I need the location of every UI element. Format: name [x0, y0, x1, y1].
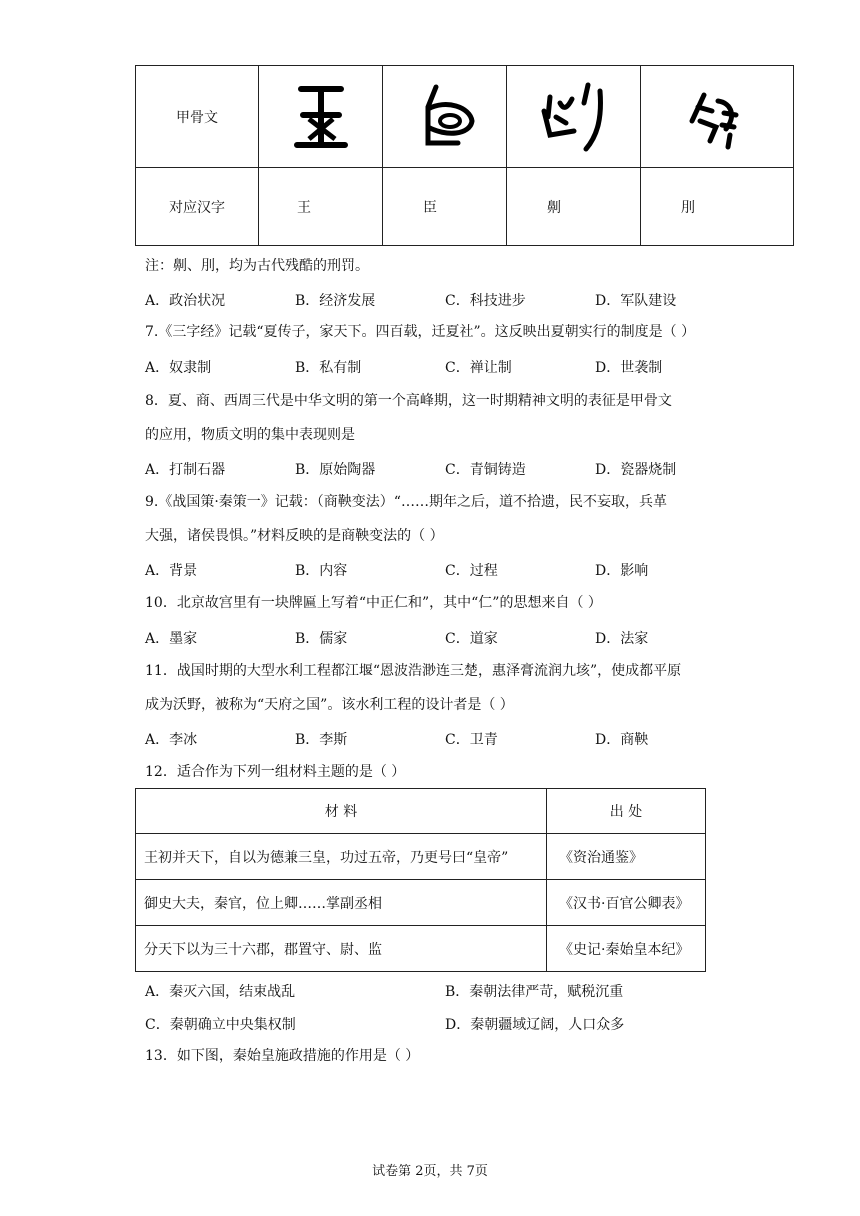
oracle-glyph-cell-2: [383, 66, 507, 168]
source-origin-text: 《史记·秦始皇本纪》: [559, 941, 690, 958]
oracle-row-label: [136, 66, 259, 168]
source-material-text: 王初并天下，自以为德兼三皇，功过五帝，乃更号曰“皇帝”: [144, 849, 509, 866]
table-row: [136, 926, 706, 972]
q12-option-b[interactable]: B．秦朝法律严苛，赋税沉重: [445, 984, 624, 1000]
oracle-glyph-cell-1: [259, 66, 383, 168]
q9-option-a[interactable]: A．背景: [145, 563, 198, 579]
char-row-label-text: 对应汉字: [169, 199, 225, 216]
q12-option-c[interactable]: C．秦朝确立中央集权制: [145, 1017, 296, 1033]
q12-text: 12．适合作为下列一组材料主题的是（ ）: [145, 764, 406, 780]
source-header-origin: [547, 789, 706, 834]
q12-option-a[interactable]: A．秦灭六国，结束战乱: [145, 984, 296, 1000]
q10-option-a[interactable]: A．墨家: [145, 631, 198, 647]
oracle-bone-table: [135, 65, 794, 246]
q13-text: 13．如下图，秦始皇施政措施的作用是（ ）: [145, 1048, 420, 1064]
page-footer: 试卷第 2页，共 7页: [372, 1164, 488, 1179]
q10-option-d[interactable]: D．法家: [595, 631, 649, 647]
source-header-material-text: 材 料: [324, 804, 358, 820]
q7-option-c[interactable]: C．禅让制: [445, 360, 512, 376]
q7-option-a[interactable]: A．奴隶制: [145, 360, 212, 376]
q11-option-b[interactable]: B．李斯: [295, 732, 348, 748]
char-text-1: 王: [297, 199, 311, 216]
source-material-cell: [136, 834, 547, 880]
table-row: [136, 880, 706, 926]
oracle-yi-glyph: [534, 77, 614, 157]
q6-option-b[interactable]: B．经济发展: [295, 293, 376, 309]
q8-line-1: 8．夏、商、西周三代是中华文明的第一个高峰期，这一时期精神文明的表征是甲骨文: [145, 393, 672, 409]
q11-line-2: 成为沃野，被称为“天府之国”。该水利工程的设计者是（ ）: [145, 697, 514, 713]
note-text: 注：劓、刖，均为古代残酷的刑罚。: [145, 258, 369, 274]
q8-line-2: 的应用，物质文明的集中表现则是: [145, 427, 355, 443]
q7-option-d[interactable]: D．世袭制: [595, 360, 663, 376]
q8-option-b[interactable]: B．原始陶器: [295, 462, 376, 478]
char-text-4: 刖: [681, 199, 695, 216]
source-origin-cell: [547, 834, 706, 880]
q7-text: 7.《三字经》记载“夏传子，家天下。四百载，迁夏社”。这反映出夏朝实行的制度是（ ）: [145, 324, 696, 340]
q11-line-1: 11．战国时期的大型水利工程都江堰“恩波浩渺连三楚，惠泽膏流润九垓”，使成都平原: [145, 663, 682, 679]
char-text-2: 臣: [423, 199, 437, 216]
q9-option-d[interactable]: D．影响: [595, 563, 649, 579]
q6-option-d[interactable]: D．军队建设: [595, 293, 677, 309]
source-table: [135, 788, 706, 972]
oracle-wang-glyph: [291, 77, 351, 157]
char-row-label: [136, 168, 259, 246]
char-cell-2: [383, 168, 507, 246]
source-origin-cell: [547, 926, 706, 972]
source-origin-cell: [547, 880, 706, 926]
oracle-glyph-cell-4: [641, 66, 794, 168]
q11-option-d[interactable]: D．商鞅: [595, 732, 649, 748]
q8-option-d[interactable]: D．瓷器烧制: [595, 462, 677, 478]
table-row: [136, 834, 706, 880]
q6-option-c[interactable]: C．科技进步: [445, 293, 526, 309]
oracle-row-label-text: 甲骨文: [176, 109, 218, 126]
q10-option-c[interactable]: C．道家: [445, 631, 498, 647]
source-material-text: 分天下以为三十六郡，郡置守、尉、监: [144, 941, 382, 958]
q8-option-a[interactable]: A．打制石器: [145, 462, 226, 478]
q11-option-a[interactable]: A．李冰: [145, 732, 198, 748]
q8-option-c[interactable]: C．青铜铸造: [445, 462, 526, 478]
q9-line-2: 大强，诸侯畏惧。”材料反映的是商鞅变法的（ ）: [145, 528, 444, 544]
source-material-cell: [136, 926, 547, 972]
q11-option-c[interactable]: C．卫青: [445, 732, 498, 748]
source-header-origin-text: 出 处: [609, 804, 643, 820]
source-material-text: 御史大夫，秦官，位上卿……掌副丞相: [144, 895, 382, 912]
char-cell-1: [259, 168, 383, 246]
q12-option-d[interactable]: D．秦朝疆域辽阔，人口众多: [445, 1017, 625, 1033]
oracle-glyph-cell-3: [507, 66, 641, 168]
source-origin-text: 《资治通鉴》: [559, 849, 643, 866]
q9-line-1: 9.《战国策·秦策一》记载：（商鞅变法）“……期年之后，道不拾遗，民不妄取，兵革: [145, 494, 667, 510]
q9-option-b[interactable]: B．内容: [295, 563, 348, 579]
q9-option-c[interactable]: C．过程: [445, 563, 498, 579]
char-cell-3: [507, 168, 641, 246]
q6-option-a[interactable]: A．政治状况: [145, 293, 226, 309]
source-origin-text: 《汉书·百官公卿表》: [559, 895, 690, 912]
q10-text: 10．北京故宫里有一块牌匾上写着“中正仁和”，其中“仁”的思想来自（ ）: [145, 595, 602, 611]
oracle-yue-glyph: [682, 77, 752, 157]
char-text-3: 劓: [547, 199, 561, 216]
q10-option-b[interactable]: B．儒家: [295, 631, 348, 647]
q7-option-b[interactable]: B．私有制: [295, 360, 362, 376]
oracle-chen-glyph: [410, 77, 480, 157]
source-material-cell: [136, 880, 547, 926]
char-cell-4: [641, 168, 794, 246]
source-header-material: [136, 789, 547, 834]
